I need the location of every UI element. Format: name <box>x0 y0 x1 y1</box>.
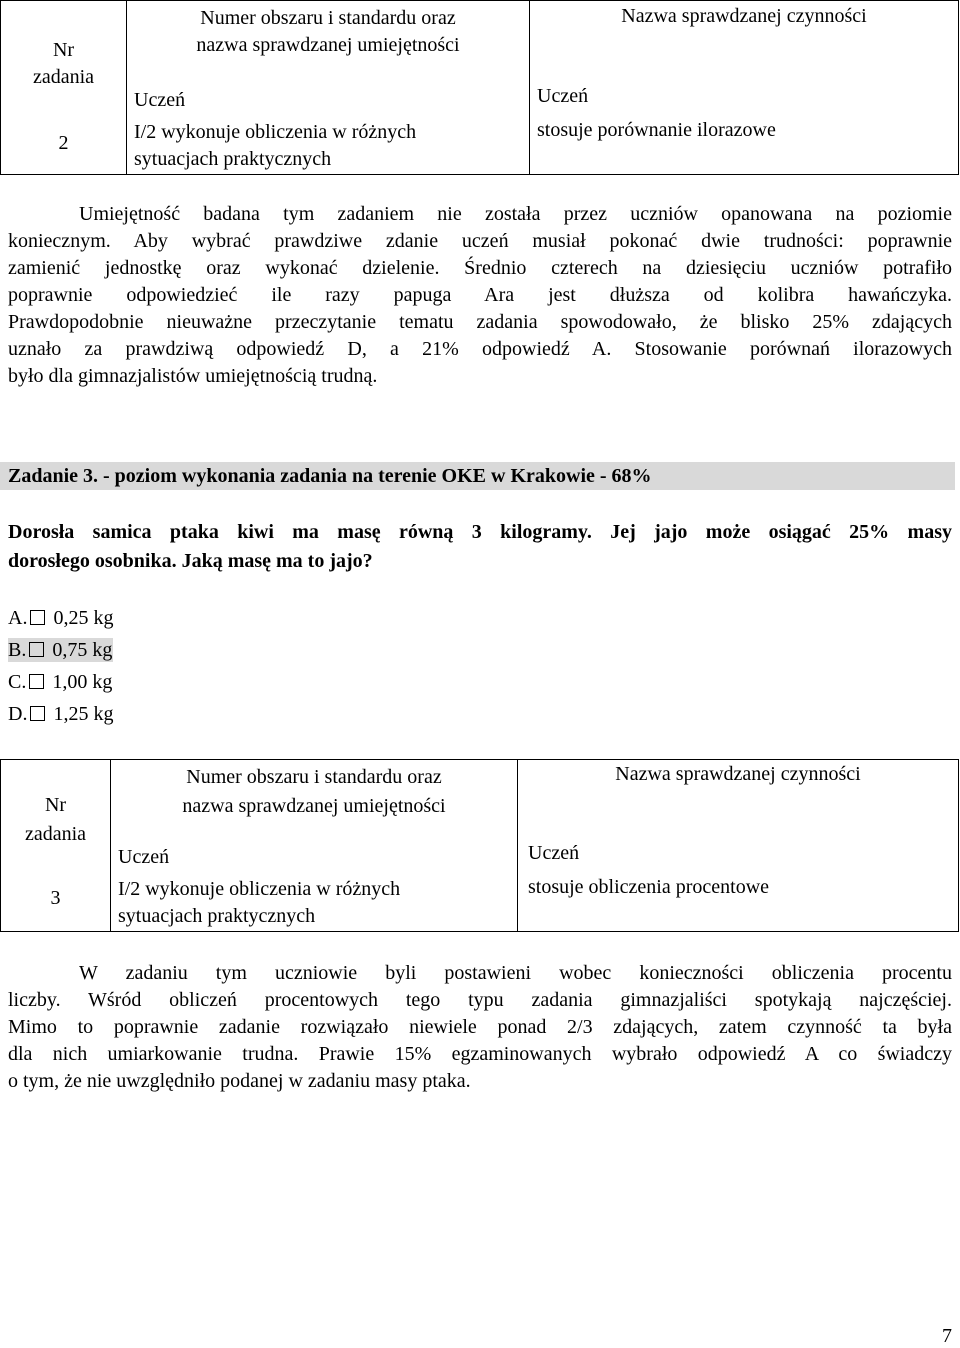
nr-header-line2: zadania <box>32 66 95 88</box>
answer-letter: A. <box>8 607 28 629</box>
answer-text: 1,00 kg <box>52 671 113 693</box>
answer-letter: D. <box>8 703 28 725</box>
checkbox-icon[interactable] <box>30 610 45 625</box>
analysis-paragraph-task-3 <box>8 960 952 1095</box>
answer-option-a[interactable] <box>8 606 113 630</box>
area-student: Uczeń <box>118 846 170 868</box>
skill-table-task-2 <box>0 0 959 175</box>
activity-text: stosuje porównanie ilorazowe <box>537 119 776 141</box>
paragraph-line: koniecznym. Aby wybrać prawdziwe zdanie uczeń musiał pokonać dwie trudności: poprawnie <box>8 230 952 252</box>
area-student: Uczeń <box>134 89 186 111</box>
paragraph-line: Umiejętność badana tym zadaniem nie została przez uczniów opanowana na poziomie <box>79 203 952 225</box>
paragraph-line: było dla gimnazjalistów umiejętnością trudną. <box>8 365 378 387</box>
area-text-line2: sytuacjach praktycznych <box>118 905 316 927</box>
answer-text: 1,25 kg <box>53 703 114 725</box>
activity-cell <box>530 1 959 175</box>
checkbox-icon[interactable] <box>30 706 45 721</box>
checkbox-icon[interactable] <box>29 642 44 657</box>
question-line: dorosłego osobnika. Jaką masę ma to jajo? <box>8 550 373 572</box>
nr-header-line1: Nr <box>44 794 67 816</box>
nr-header-line1: Nr <box>52 39 75 61</box>
task-number: 3 <box>50 887 61 909</box>
area-header-line2: nazwa sprawdzanej umiejętności <box>196 34 460 56</box>
task-3-question <box>8 518 952 576</box>
answer-letter: C. <box>8 671 27 693</box>
area-header-line1: Numer obszaru i standardu oraz <box>186 766 442 788</box>
area-text-line1: I/2 wykonuje obliczenia w różnych <box>118 878 401 900</box>
answer-text: 0,75 kg <box>52 639 113 661</box>
activity-header: Nazwa sprawdzanej czynności <box>615 763 861 785</box>
answer-option-b[interactable] <box>8 638 113 662</box>
task-number: 2 <box>58 132 69 154</box>
task-number-cell <box>1 760 111 932</box>
area-text-line2: sytuacjach praktycznych <box>134 148 332 170</box>
answer-option-c[interactable] <box>8 670 112 694</box>
paragraph-line: uznało za prawdziwą odpowiedź D, a 21% odpowiedź A. Stosowanie porównań ilorazowych <box>8 338 952 360</box>
nr-header-line2: zadania <box>24 823 87 845</box>
question-line: Dorosła samica ptaka kiwi ma masę równą 3 kilogramy. Jej jajo może osiągać 25% masy <box>8 521 952 543</box>
area-cell <box>127 1 530 175</box>
paragraph-line: dla nich umiarkowanie trudna. Prawie 15% egzaminowanych wybrało odpowiedź A co świadczy <box>8 1043 952 1065</box>
answer-letter: B. <box>8 639 27 661</box>
paragraph-line: o tym, że nie uwzględniło podanej w zadaniu masy ptaka. <box>8 1070 471 1092</box>
paragraph-line: poprawnie odpowiedzieć ile razy papuga Ara jest dłuższa od kolibra hawańczyka. <box>8 284 952 306</box>
task-3-heading-text: Zadanie 3. - poziom wykonania zadania na terenie OKE w Krakowie - 68% <box>8 465 652 487</box>
paragraph-line: Prawdopodobnie nieuważne przeczytanie tematu zadania spowodowało, że blisko 25% zdających <box>8 311 952 333</box>
activity-header: Nazwa sprawdzanej czynności <box>621 5 867 27</box>
answer-text: 0,25 kg <box>53 607 114 629</box>
area-header-line1: Numer obszaru i standardu oraz <box>200 7 456 29</box>
area-cell <box>111 760 518 932</box>
paragraph-line: liczby. Wśród obliczeń procentowych tego typu zadania gimnazjaliści spotykają najczęściej. <box>8 989 952 1011</box>
paragraph-line: zamienić jednostkę oraz wykonać dzielenie. Średnio czterech na dziesięciu uczniów potrafiło <box>8 257 952 279</box>
analysis-paragraph-task-2 <box>8 201 952 390</box>
activity-student: Uczeń <box>528 842 580 864</box>
skill-table-task-3 <box>0 759 959 932</box>
activity-student: Uczeń <box>537 85 589 107</box>
area-text-line1: I/2 wykonuje obliczenia w różnych <box>134 121 417 143</box>
checkbox-icon[interactable] <box>29 674 44 689</box>
paragraph-line: Mimo to poprawnie zadanie rozwiązało niewiele ponad 2/3 zdających, zatem czynność ta była <box>8 1016 952 1038</box>
activity-text: stosuje obliczenia procentowe <box>528 876 770 898</box>
task-number-cell <box>1 1 127 175</box>
task-3-heading <box>0 462 955 490</box>
activity-cell <box>518 760 959 932</box>
area-header-line2: nazwa sprawdzanej umiejętności <box>182 795 446 817</box>
answer-option-d[interactable] <box>8 702 113 726</box>
page-number: 7 <box>942 1325 952 1347</box>
paragraph-line: W zadaniu tym uczniowie byli postawieni wobec konieczności obliczenia procentu <box>79 962 952 984</box>
